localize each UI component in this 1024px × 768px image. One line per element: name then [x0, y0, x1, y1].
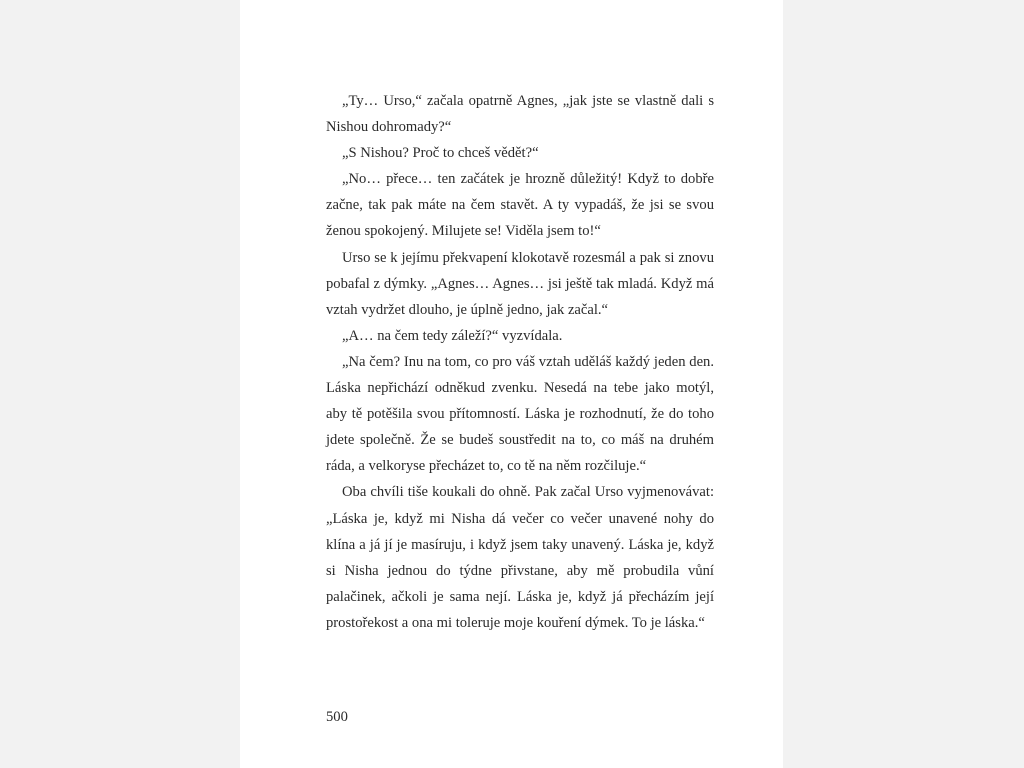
page-number: 500	[326, 709, 348, 725]
book-page	[240, 0, 783, 768]
paragraph: Urso se k jejímu překvapení klokotavě rozesmál a pak si znovu pobafal z dýmky. „Agnes… Agnes… jsi ještě tak mladá. Když má vztah vydržet dlouho, je úplně jedno, jak začal.“	[326, 249, 714, 318]
paragraph: „No… přece… ten začátek je hrozně důležitý! Když to dobře začne, tak pak máte na čem stavět. A ty vypadáš, že jsi se svou ženou spokojený. Milujete se! Viděla jsem to!“	[326, 171, 714, 240]
body-text	[326, 88, 714, 636]
paragraph: Oba chvíli tiše koukali do ohně. Pak začal Urso vyjmenovávat: „Láska je, když mi Nisha dá večer co večer unavené nohy do klína a já jí je masíruju, i když jsem taky unavený. Láska je, když si Nisha jednou do týdne přivstane, aby mě probudila vůní palačinek, ačkoli je sama nejí. Láska je, když já přecházím její prostořekost a ona mi toleruje moje kouření dýmek. To je láska.“	[326, 484, 714, 631]
paragraph: „Na čem? Inu na tom, co pro váš vztah uděláš každý jeden den. Láska nepřichází odněkud zvenku. Nesedá na tebe jako motýl, aby tě potěšila svou přítomností. Láska je rozhodnutí, že do toho jdete společně. Že se budeš soustředit na to, co máš na druhém ráda, a velkoryse přecházet to, co tě na něm rozčiluje.“	[326, 353, 714, 475]
paragraph: „A… na čem tedy záleží?“ vyzvídala.	[342, 327, 563, 344]
paragraph: „S Nishou? Proč to chceš vědět?“	[342, 145, 539, 162]
paragraph: „Ty… Urso,“ začala opatrně Agnes, „jak jste se vlastně dali s Nishou dohromady?“	[326, 93, 714, 136]
